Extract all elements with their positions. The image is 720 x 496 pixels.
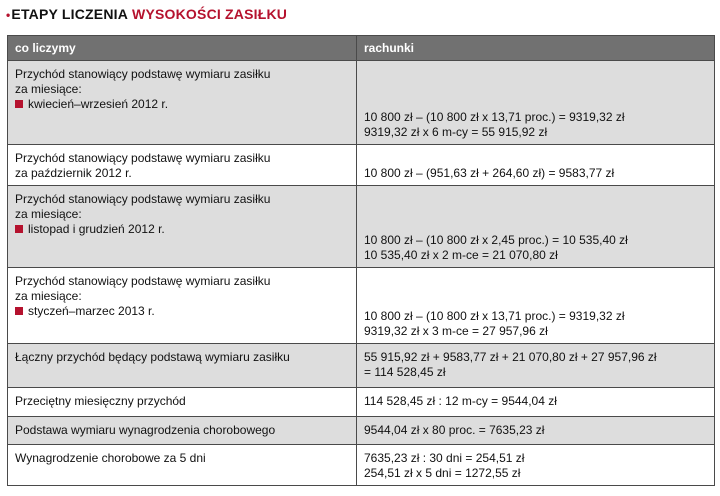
row-label: Przychód stanowiący podstawę wymiaru zasiłku za październik 2012 r.: [8, 145, 357, 186]
table-row: [8, 417, 715, 445]
title-black: ETAPY LICZENIA: [11, 6, 129, 22]
row-calc: 10 800 zł – (10 800 zł x 13,71 proc.) = 9319,32 zł 9319,32 zł x 6 m-cy = 55 915,92 zł: [357, 61, 715, 145]
table-header-row: [8, 36, 715, 61]
calculation-table: [7, 35, 715, 486]
row-label: Podstawa wymiaru wynagrodzenia chorobowego: [8, 417, 357, 445]
bullet-square-icon: [15, 100, 23, 108]
table-row: [8, 145, 715, 186]
row-calc: 10 800 zł – (10 800 zł x 13,71 proc.) = 9319,32 zł 9319,32 zł x 3 m-ce = 27 957,96 zł: [357, 268, 715, 344]
row-calc: 7635,23 zł : 30 dni = 254,51 zł 254,51 zł x 5 dni = 1272,55 zł: [357, 445, 715, 486]
row-label: Przychód stanowiący podstawę wymiaru zasiłku za miesiące: styczeń–marzec 2013 r.: [8, 268, 357, 344]
bullet-square-icon: [15, 307, 23, 315]
row-calc: 10 800 zł – (10 800 zł x 2,45 proc.) = 10 535,40 zł 10 535,40 zł x 2 m-ce = 21 070,80 zł: [357, 186, 715, 268]
table-row: [8, 186, 715, 268]
bullet-square-icon: [15, 225, 23, 233]
col-header-what: co liczymy: [8, 36, 357, 61]
row-label: Przychód stanowiący podstawę wymiaru zasiłku za miesiące: listopad i grudzień 2012 r.: [8, 186, 357, 268]
title-red: WYSOKOŚCI ZASIŁKU: [132, 6, 288, 22]
table-row: [8, 61, 715, 145]
row-label: Łączny przychód będący podstawą wymiaru zasiłku: [8, 344, 357, 388]
page-title: [6, 4, 287, 24]
row-calc: 114 528,45 zł : 12 m-cy = 9544,04 zł: [357, 388, 715, 417]
row-label: Przeciętny miesięczny przychód: [8, 388, 357, 417]
table-row: [8, 388, 715, 417]
row-label: Wynagrodzenie chorobowe za 5 dni: [8, 445, 357, 486]
row-calc: 10 800 zł – (951,63 zł + 264,60 zł) = 9583,77 zł: [357, 145, 715, 186]
row-calc: 9544,04 zł x 80 proc. = 7635,23 zł: [357, 417, 715, 445]
table-row: [8, 344, 715, 388]
title-bullet: •: [6, 8, 11, 22]
col-header-calc: rachunki: [357, 36, 715, 61]
row-calc: 55 915,92 zł + 9583,77 zł + 21 070,80 zł + 27 957,96 zł = 114 528,45 zł: [357, 344, 715, 388]
table-row: [8, 445, 715, 486]
row-label: Przychód stanowiący podstawę wymiaru zasiłku za miesiące: kwiecień–wrzesień 2012 r.: [8, 61, 357, 145]
table-row: [8, 268, 715, 344]
